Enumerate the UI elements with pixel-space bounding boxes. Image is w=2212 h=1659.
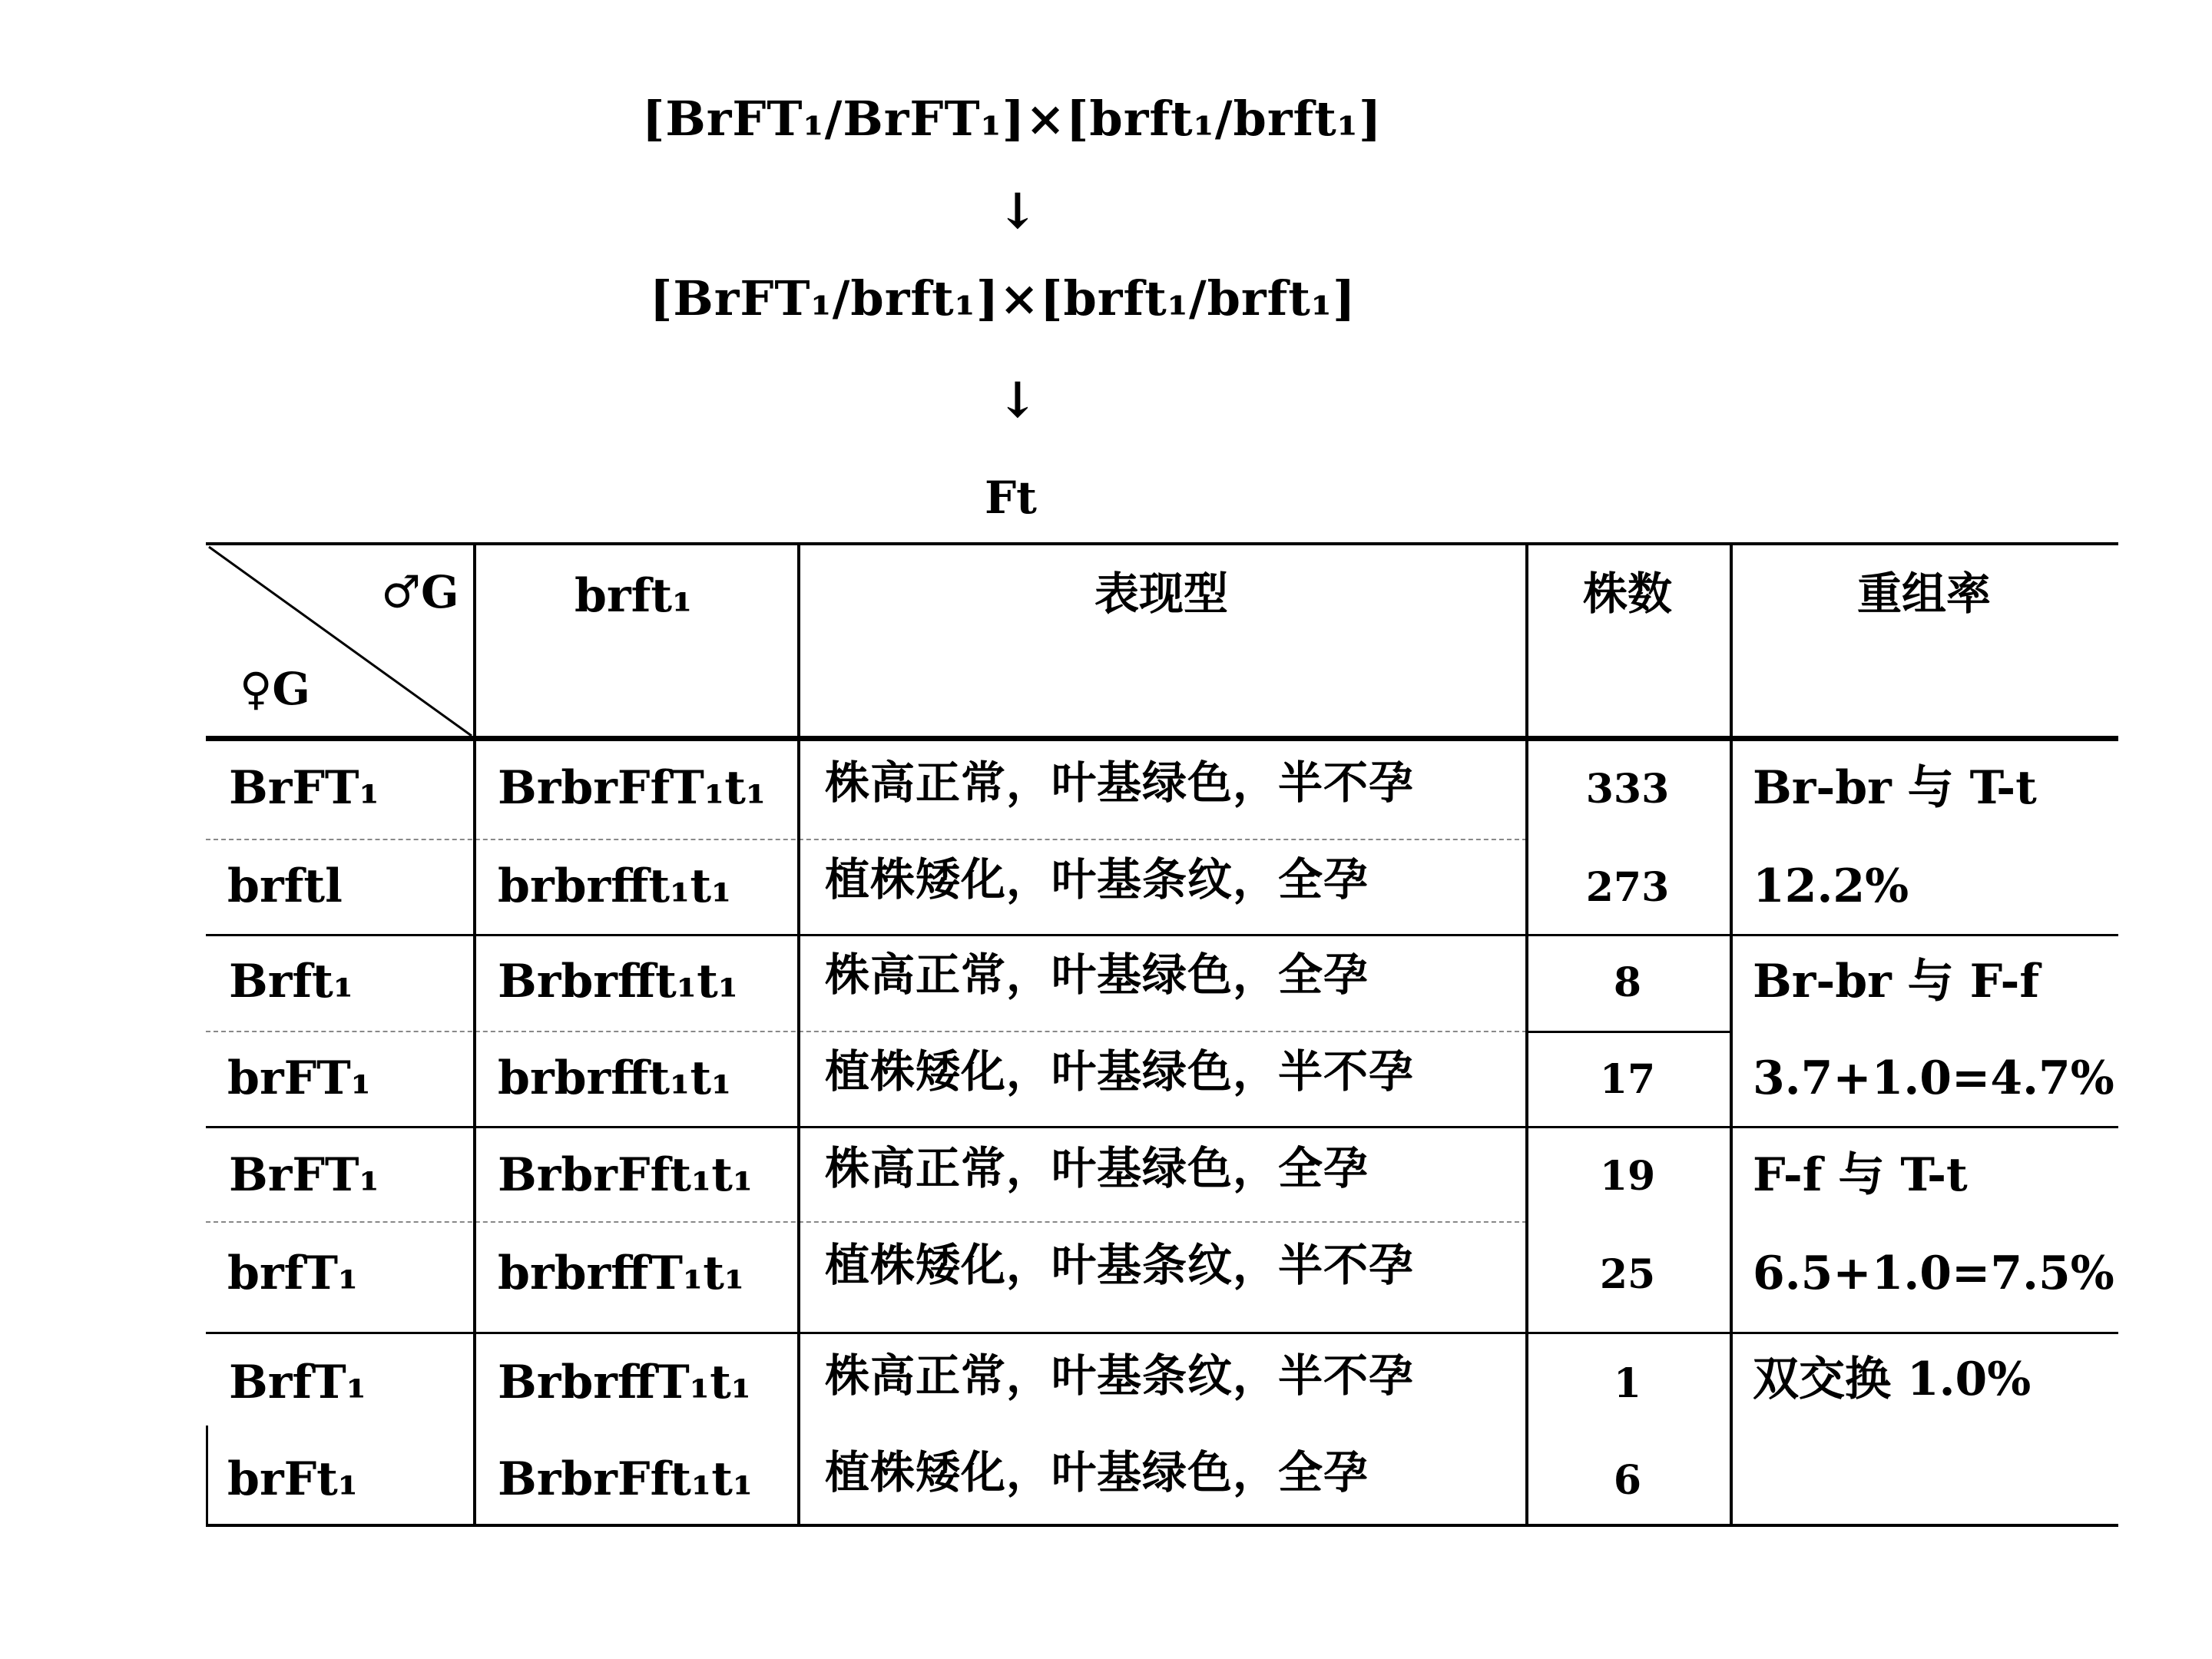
- female-gamete: brfT₁: [227, 1247, 359, 1300]
- group-divider: [206, 934, 2118, 936]
- phenotype: 株高正常，叶基绿色，全孕: [825, 949, 1369, 1001]
- table-top-rule: [206, 542, 2118, 545]
- plant-count: 8: [1613, 959, 1642, 1006]
- offspring-genotype: brbrffT₁t₁: [498, 1247, 745, 1300]
- recomb-value: 3.7+1.0=4.7%: [1753, 1051, 2114, 1105]
- offspring-genotype: BrbrFft₁t₁: [498, 1148, 753, 1202]
- plant-count: 25: [1599, 1251, 1656, 1298]
- phenotype: 株高正常，叶基绿色，全孕: [825, 1142, 1369, 1194]
- plant-count: 6: [1613, 1457, 1642, 1504]
- offspring-genotype: brbrfft₁t₁: [498, 859, 732, 913]
- left-edge-stub: [206, 1426, 208, 1527]
- column-divider: [797, 542, 800, 1527]
- female-gamete: Brft₁: [229, 955, 354, 1008]
- female-gamete: BrFT₁: [229, 761, 379, 815]
- female-gamete: brFt₁: [227, 1452, 359, 1506]
- phenotype: 株高正常，叶基条纹，半不孕: [825, 1349, 1415, 1402]
- offspring-genotype: Brbrfft₁t₁: [498, 955, 739, 1008]
- plant-count: 17: [1599, 1056, 1656, 1103]
- phenotype: 植株矮化，叶基条纹，半不孕: [825, 1239, 1415, 1291]
- header-gamete: brft₁: [575, 569, 693, 623]
- f1-testcross: [BrFT₁/brft₁]×[brft₁/brft₁]: [650, 270, 1356, 326]
- row-divider: [1527, 1031, 1731, 1033]
- female-gamete: BrfT₁: [229, 1356, 367, 1409]
- group-divider: [206, 1332, 2118, 1334]
- down-arrow-icon: ↓: [997, 183, 1038, 240]
- recomb-pair: Br-br 与 T-t: [1753, 761, 2037, 815]
- phenotype: 植株矮化，叶基条纹，全孕: [825, 853, 1369, 906]
- plant-count: 1: [1613, 1360, 1642, 1407]
- header-recomb: 重组率: [1856, 568, 1991, 620]
- recomb-pair: Br-br 与 F-f: [1753, 955, 2040, 1008]
- male-gamete-label: ♂G: [381, 566, 459, 618]
- row-divider: [206, 1221, 1527, 1223]
- recomb-value: 6.5+1.0=7.5%: [1753, 1247, 2114, 1300]
- phenotype: 株高正常，叶基绿色，半不孕: [825, 757, 1415, 809]
- offspring-genotype: BrbrffT₁t₁: [498, 1356, 752, 1409]
- recomb-value: 12.2%: [1753, 859, 1909, 913]
- offspring-genotype: BrbrFft₁t₁: [498, 1452, 753, 1506]
- header-bottom-rule: [206, 736, 2118, 741]
- header-phenotype: 表现型: [1094, 568, 1228, 620]
- offspring-label: Ft: [985, 472, 1037, 524]
- double-crossover: 双交换 1.0%: [1753, 1353, 2032, 1406]
- female-gamete: brftl: [227, 859, 343, 913]
- female-gamete-label: ♀G: [240, 663, 310, 715]
- offspring-genotype: brbrfft₁t₁: [498, 1051, 732, 1105]
- header-count: 株数: [1582, 568, 1672, 620]
- table-bottom-rule: [206, 1524, 2118, 1527]
- testcross-table: [206, 542, 2118, 1527]
- plant-count: 333: [1585, 766, 1670, 813]
- row-divider: [206, 1031, 1527, 1032]
- parental-cross: [BrFT₁/BrFT₁]×[brft₁/brft₁]: [642, 91, 1382, 147]
- phenotype: 植株矮化，叶基绿色，半不孕: [825, 1045, 1415, 1098]
- plant-count: 19: [1599, 1153, 1656, 1200]
- offspring-genotype: BrbrFfT₁t₁: [498, 761, 767, 815]
- female-gamete: BrFT₁: [229, 1148, 379, 1202]
- phenotype: 植株矮化，叶基绿色，全孕: [825, 1446, 1369, 1498]
- plant-count: 273: [1585, 864, 1670, 911]
- row-divider: [206, 839, 1527, 840]
- female-gamete: brFT₁: [227, 1051, 372, 1105]
- group-divider: [206, 1126, 2118, 1128]
- recomb-pair: F-f 与 T-t: [1753, 1148, 1968, 1202]
- column-divider: [1730, 542, 1733, 1527]
- down-arrow-icon: ↓: [997, 372, 1038, 429]
